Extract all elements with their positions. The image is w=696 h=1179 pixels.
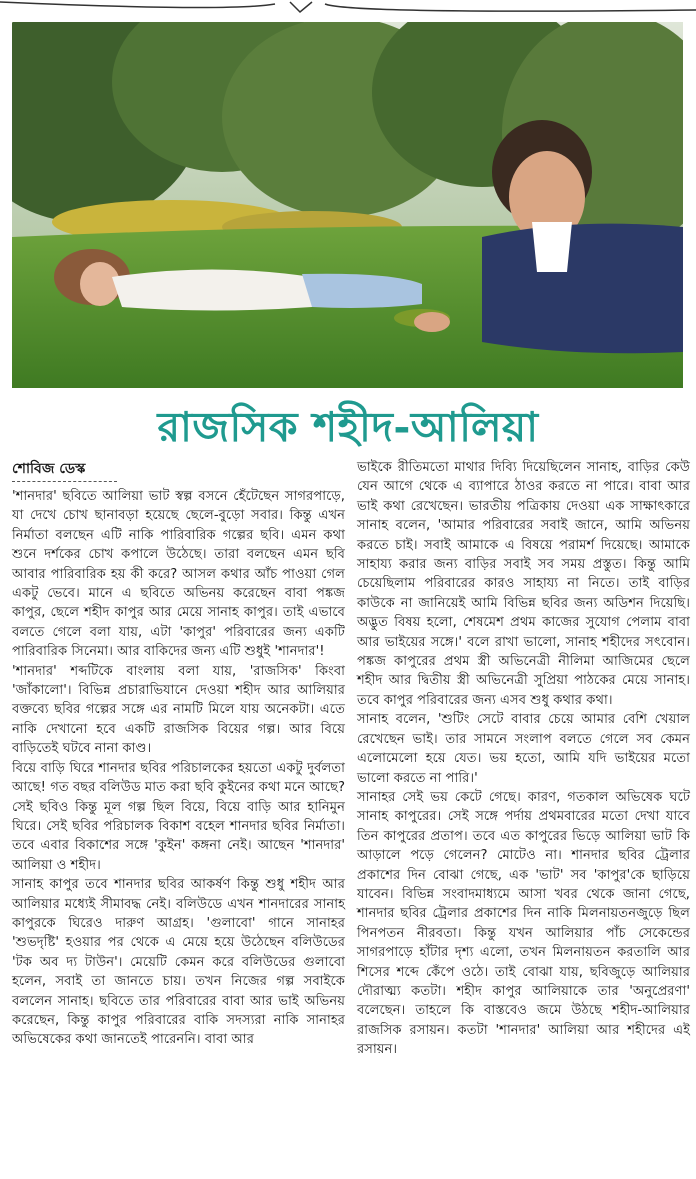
paragraph: 'শানদার' ছবিতে আলিয়া ভাট স্বল্প বসনে হেঁটেছেন সাগরপাড়ে, যা দেখে চোখ ছানাবড়া হয়েছে ছেলে-বুড়ো সবার। কিন্তু এখন নির্মাতা বলছেন এটি নাকি পারিবারিক গল্পের ছবি। এমন কথা শুনে দর্শকের চোখ কপালে উঠেছে। তারা বলছেন এমন ছবি আবার পারিবারিক হয় কী করে? আসল কথার আঁচ পাওয়া গেল একটু ভেবে। মানে এ ছবিতে অভিনয় করেছেন বাবা পঙ্কজ কাপুর, ছেলে শহীদ কাপুর আর মেয়ে সানাহ কাপুর। তাই এভাবে বলতে গেলে বলা যায়, এটা 'কাপুর' পরিবারের জন্য একটি পারিবারিক সিনেমা। আর বাকিদের জন্য এটি শুধুই 'শানদার'! bbox=[12, 489, 345, 660]
byline-divider bbox=[12, 481, 117, 482]
article-left-column bbox=[12, 458, 345, 1050]
top-frame-decoration bbox=[0, 0, 696, 18]
article-photo bbox=[12, 22, 683, 388]
paragraph: সানাহ বলেন, 'শুটিং সেটে বাবার চেয়ে আমার বেশি খেয়াল রেখেছেন ভাই। তার সামনে সংলাপ বলতে গেলে সব কেমন এলোমেলো হয়ে যেত। ভয় হতো, আমি যদি ভাইয়ের মতো ভালো করতে না পারি।' bbox=[357, 712, 690, 786]
headline: রাজসিক শহীদ-আলিয়া bbox=[157, 403, 539, 451]
article-right-column bbox=[357, 458, 690, 1060]
paragraph: বিয়ে বাড়ি ঘিরে শানদার ছবির পরিচালকের হয়তো একটু দুর্বলতা আছে! গত বছর বলিউড মাত করা ছবি কুইনের কথা মনে আছে? সেই ছবিও কিন্তু মূল গল্প ছিল বিয়ে, বিয়ে বাড়ি আর হানিমুন ঘিরে। সেই ছবির পরিচালক বিকাশ বহেল শানদার ছবির নির্মাতা। তবে এবার বিকাশের সঙ্গে 'কুইন' কঙ্গনা নেই। আছেন 'শানদার' আলিয়া ও শহীদ। bbox=[12, 760, 345, 873]
photo-couple-icon bbox=[12, 22, 683, 388]
paragraph: সানাহর সেই ভয় কেটে গেছে। কারণ, গতকাল অভিষেক ঘটে সানাহ কাপুরের। সেই সঙ্গে পর্দায় প্রথমবারের মতো দেখা যাবে তিন কাপুরের প্রতাপ। তবে এত কাপুরের ভিড়ে আলিয়া ভাট কি আড়ালে পড়ে গেলেন? মোটেও না। শানদার ছবির ট্রেলার প্রকাশের দিন বোঝা গেছে, এক 'ভাট' সব 'কাপুর'কে ছাড়িয়ে যাবেন। বিভিন্ন সংবাদমাধ্যমে আসা খবর থেকে জানা গেছে, শানদার ছবির ট্রেলার প্রকাশের দিন নাকি মিলনায়তনজুড়ে ছিল পিনপতন নীরবতা। কিন্তু যখন আলিয়ার পাঁচ সেকেন্ডের সাগরপাড়ে হাঁটার দৃশ্য এলো, তখন মিলনায়তন করতালি আর শিসের শব্দে কেঁপে ওঠে। তাই বোঝা যায়, ছবিজুড়ে আলিয়ার দৌরাত্ম্য কতটা। শহীদ কাপুর আলিয়াকে তার 'অনুপ্রেরণা' বলেছেন। তাহলে কি বাস্তবেও জমে উঠছে শহীদ-আলিয়ার রাজসিক রসায়ন। কতটা 'শানদার' আলিয়া আর শহীদের এই রসায়ন। bbox=[357, 789, 690, 1058]
byline: শোবিজ ডেস্ক bbox=[12, 461, 86, 477]
paragraph: সানাহ কাপুর তবে শানদার ছবির আকর্ষণ কিন্তু শুধু শহীদ আর আলিয়ার মধ্যেই সীমাবদ্ধ নেই। বলিউডে এখন শানদারের সানাহ কাপুরকে ঘিরেও দারুণ আগ্রহ। 'গুলাবো' গানে সানাহর 'শুভদৃষ্টি' হওয়ার পর থেকে এ মেয়ে হয়ে উঠেছেন বলিউডের 'টক অব দ্য টাউন'। মেয়েটি কেমন করে বলিউডের গুলাবো হলেন, সবাই তা জানতে চায়। তখন নিজের গল্প সবাইকে বললেন সানাহ। ছবিতে তার পরিবারের বাবা আর ভাই অভিনয় করেছেন, কিন্তু কাপুর পরিবারের বাকি সদস্যরা নাকি সানাহর অভিষেকের কথা জানতেই পারেননি। বাবা আর bbox=[12, 877, 345, 1048]
paragraph: 'শানদার' শব্দটিকে বাংলায় বলা যায়, 'রাজসিক' কিংবা 'জাঁকালো'। বিভিন্ন প্রচারাভিযানে দেওয়া শহীদ আর আলিয়ার বক্তব্যে ছবির গল্পের সঙ্গে এর নামটি মিলে যায় অনেকটা। এতে নাকি দেখানো হবে একটি রাজসিক বিয়ের গল্প। আর বিয়ে বাড়িতেই ঘটবে নানা কাণ্ড। bbox=[12, 663, 345, 757]
paragraph: ভাইকে রীতিমতো মাথার দিব্যি দিয়েছিলেন সানাহ, বাড়ির কেউ যেন আগে থেকে এ ব্যাপারে ঠাওর করতে না পারে। বাবা আর ভাই কথা রেখেছেন। ভারতীয় পত্রিকায় দেওয়া এক সাক্ষাৎকারে সানাহ বলেন, 'আমার পরিবারের সবাই জানে, আমি অভিনয় করতে চাই। সবাই আমাকে এ বিষয়ে পরামর্শ দিয়েছে। আমাকে সাহায্য করার জন্য বাড়ির সবাই সব সময় প্রস্তুত। কিন্তু আমি চেয়েছিলাম পরিবারের কারও সাহায্য না নিতে। তাই বাড়ির কাউকে না জানিয়েই আমি বিভিন্ন ছবির জন্য অডিশন দিয়েছি। অদ্ভুত বিষয় হলো, শেষমেশ প্রথম কাজের সুযোগ পেলাম বাবা আর ভাইয়ের সঙ্গে।' বলে রাখা ভালো, সানাহ শহীদের সৎবোন। পঙ্কজ কাপুরের প্রথম স্ত্রী অভিনেত্রী নীলিমা আজিমের ছেলে শহীদ আর দ্বিতীয় স্ত্রী অভিনেত্রী সুপ্রিয়া পাঠকের মেয়ে সানাহ। তবে কাপুর পরিবারের জন্য এসব শুধু কথার কথা। bbox=[357, 460, 690, 708]
